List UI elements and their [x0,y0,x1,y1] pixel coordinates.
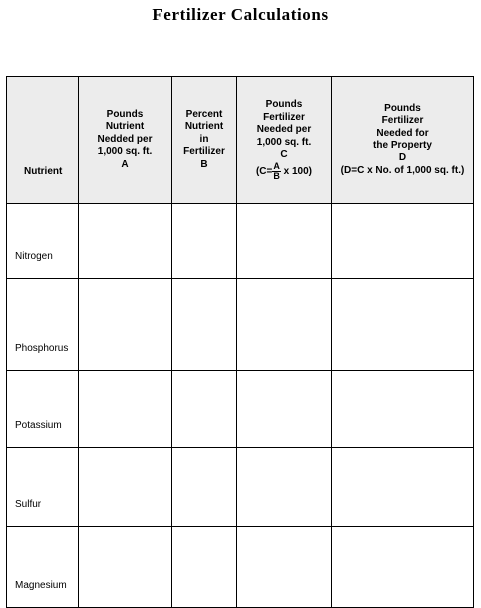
col-c-formula [237,162,331,181]
cell-b [172,448,237,527]
header-col-c-letter: C [280,149,288,161]
cell-d [332,527,474,608]
nutrient-name: Nitrogen [7,204,79,279]
formula-prefix: (C= [255,165,273,177]
cell-b [172,527,237,608]
cell-b [172,279,237,371]
header-col-c-line: Needed per [256,124,312,136]
header-col-c-line: 1,000 sq. ft. [256,136,312,148]
cell-c [237,279,332,371]
header-col-b [172,77,237,204]
fertilizer-table [6,76,474,608]
header-col-a [79,77,172,204]
header-col-a-line: Nutrient [105,121,145,133]
nutrient-name: Sulfur [7,448,79,527]
header-col-a-letter: A [121,158,129,170]
cell-c [237,448,332,527]
nutrient-name: Potassium [7,371,79,448]
header-col-b-letter: B [200,158,208,170]
formula-suffix: x 100) [283,165,313,177]
header-col-c-line: Pounds [265,99,303,111]
cell-a [79,279,172,371]
header-col-d-line: Fertilizer [381,115,424,127]
header-col-c-line: Fertilizer [263,111,305,123]
header-col-b-line: Fertilizer [183,146,225,158]
cell-a [79,204,172,279]
header-col-d-line: Pounds [384,102,421,114]
header-col-b-line: Percent [185,108,223,120]
header-col-d-line: the Property [373,140,432,151]
table-row [7,527,474,608]
header-col-d-letter: D [398,152,407,164]
header-col-b-line: in [199,133,209,145]
header-col-b-line: Nutrient [184,121,224,133]
col-d-formula: (D=C x No. of 1,000 sq. ft.) [340,164,465,176]
table-row [7,204,474,279]
header-col-c [237,77,332,204]
cell-c [237,204,332,279]
table-row [7,371,474,448]
header-col-a-line: 1,000 sq. ft. [97,146,153,158]
cell-b [172,204,237,279]
header-col-a-line: Nedded per [97,133,153,145]
header-nutrient: Nutrient [7,77,79,204]
formula-numerator: A [273,160,280,171]
cell-b [172,371,237,448]
cell-d [332,448,474,527]
nutrient-name: Phosphorus [7,279,79,371]
table-row [7,448,474,527]
formula-fraction [272,162,281,181]
formula-denominator: B [273,170,280,181]
cell-d [332,371,474,448]
cell-c [237,371,332,448]
table-row [7,279,474,371]
cell-d [332,279,474,371]
header-row [7,77,474,204]
page-title: Fertilizer Calculations [152,5,329,24]
cell-c [237,527,332,608]
cell-a [79,527,172,608]
nutrient-name: Magnesium [7,527,79,608]
header-col-d [332,77,474,204]
cell-d [332,204,474,279]
header-col-a-line: Pounds [106,108,144,120]
cell-a [79,371,172,448]
cell-a [79,448,172,527]
header-col-d-line: Needed for [376,127,429,139]
